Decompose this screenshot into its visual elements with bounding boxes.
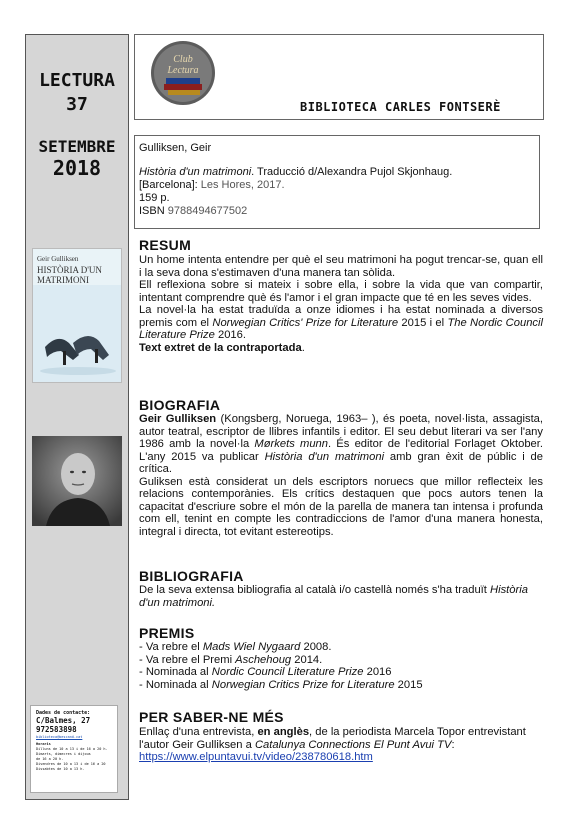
record-translation: . Traducció d/Alexandra Pujol Skjonhaug. bbox=[251, 166, 453, 178]
resum-source-bold: Text extret de la contraportada bbox=[139, 341, 302, 354]
premis-prize: Norwegian Critics Prize for Literature bbox=[211, 678, 395, 691]
premis-suffix: 2016 bbox=[363, 666, 392, 678]
record-isbn-line bbox=[139, 205, 535, 218]
premis-prize: Mads Wiel Nygaard bbox=[202, 641, 301, 653]
hours-line: Divendres de 10 a 13 i de 16 a 20 bbox=[36, 762, 106, 766]
premis-item bbox=[139, 641, 543, 654]
resum-p3-text-a: La novel·la ha estat traduïda a onze idiomes i ha estat nominada a diversos premis com el bbox=[139, 304, 543, 329]
book-cover-image bbox=[32, 248, 122, 383]
premis-item bbox=[139, 679, 543, 692]
year-label: 2018 bbox=[52, 156, 102, 180]
bio-text-a: (Kongsberg, Noruega, 1963– ), és poeta, novel·lista, assagista, autor teatral, escriptor de llibres infantils i editor. El seu debut literari va ser l'any 1986 amb la novel·la bbox=[139, 413, 544, 450]
bio-text-c: amb gran èxit de públic i de crítica. bbox=[139, 450, 543, 475]
biografia-paragraph-2: Guliksen està considerat un dels escriptors noruecs que millor reflecteix les relacions contemporànies. Els crítics destaquen que pocs autors tenen la capacitat d'escriure sobre el món de la parella de manera tan intensa i profunda com ell, tenint en compte les contradiccions de l'amor d'una manera honesta, integral i directa, tot evitant estereotips. bbox=[139, 475, 543, 538]
logo-text-1: Club bbox=[173, 54, 193, 65]
premis-prefix: - Nominada al bbox=[139, 678, 212, 691]
premis-suffix: 2015 bbox=[394, 678, 423, 691]
contact-address: C/Balmes, 27 bbox=[36, 716, 91, 725]
resum-paragraph-3 bbox=[139, 304, 543, 342]
cover-title-line1: HISTÒRIA D'UN bbox=[37, 265, 102, 275]
bibliografia-body bbox=[139, 584, 543, 609]
hours-line: Dilluns de 10 a 13 i de 16 a 20 h. bbox=[36, 747, 108, 751]
mes-body bbox=[139, 726, 543, 764]
bio-text-b: . És editor de l'editorial Forlaget Oktober. L'any 2015 va publicar bbox=[139, 438, 543, 463]
record-publisher-line bbox=[139, 179, 535, 192]
biografia-body bbox=[139, 413, 543, 538]
bibliografia-heading: BIBLIOGRAFIA bbox=[139, 568, 244, 584]
premis-suffix: 2008. bbox=[300, 641, 332, 653]
resum-p3-text-b: 2015 i el bbox=[398, 316, 448, 329]
contact-card bbox=[30, 705, 118, 793]
record-isbn-label: ISBN bbox=[139, 205, 168, 217]
contact-email-link[interactable]: biblioteca@bescanó.cat bbox=[36, 735, 83, 739]
club-lectura-logo bbox=[150, 40, 216, 106]
premis-prefix: - Nominada al bbox=[139, 666, 212, 678]
record-pages: 159 p. bbox=[139, 192, 170, 204]
resum-paragraph-2: Ell reflexiona sobre si mateix i sobre ella, i sobre la vida que van compartir, intentant comprendre què és l'amor i el gran impacte que té en les seves vides. bbox=[139, 279, 543, 304]
resum-p3-prize-2: The Nordic Council Literature Prize bbox=[139, 316, 543, 341]
resum-heading: RESUM bbox=[139, 237, 192, 253]
lectura-label: LECTURA bbox=[39, 70, 115, 91]
biografia-paragraph-1 bbox=[139, 413, 543, 476]
record-title: Història d'un matrimoni bbox=[139, 166, 252, 178]
hours-line: de 16 a 20 h. bbox=[36, 757, 64, 761]
interview-link[interactable]: https://www.elpuntavui.tv/video/238780618.htm bbox=[139, 751, 373, 763]
premis-item bbox=[139, 654, 543, 667]
resum-p3-text-c: 2016. bbox=[214, 329, 246, 341]
contact-phone: 972583898 bbox=[36, 725, 77, 734]
resum-source-end: . bbox=[301, 341, 305, 354]
author-photo bbox=[32, 436, 122, 526]
resum-paragraph-1: Un home intenta entendre per què el seu matrimoni ha pogut trencar-se, quan ell i la seva dona s'estimaven d'una manera tan sòlida. bbox=[139, 254, 543, 279]
lectura-number: 37 bbox=[66, 94, 88, 115]
premis-prefix: - Va rebre el bbox=[139, 641, 203, 653]
shoes-illustration bbox=[33, 285, 122, 383]
month-label: SETEMBRE bbox=[38, 137, 116, 156]
resum-source bbox=[139, 342, 543, 355]
record-author: Gulliksen, Geir bbox=[139, 142, 212, 154]
mes-channel: Catalunya Connections El Punt Avui TV bbox=[254, 738, 452, 751]
logo-text-2: Lectura bbox=[167, 65, 199, 76]
record-title-line bbox=[139, 166, 535, 179]
cover-author: Geir Gulliksen bbox=[37, 255, 79, 263]
hours-line: Dissabtes de 10 a 13 h. bbox=[36, 767, 85, 771]
bibliografia-title: Història d'un matrimoni. bbox=[139, 584, 528, 609]
mes-text-b: , de la periodista Marcela Topor entrevistant l'autor Geir Gulliksen a bbox=[139, 726, 526, 751]
mes-text-c: : bbox=[451, 738, 455, 751]
mes-bold: en anglès bbox=[257, 726, 310, 738]
cover-title-line2: MATRIMONI bbox=[37, 275, 90, 285]
hours-line: Dimarts, dimecres i dijous bbox=[36, 752, 91, 756]
library-name: BIBLIOTECA CARLES FONTSERÈ bbox=[300, 100, 501, 114]
mes-text-a: Enllaç d'una entrevista, bbox=[139, 726, 258, 738]
bibliographic-record bbox=[134, 135, 540, 229]
premis-item bbox=[139, 666, 543, 679]
premis-prize: Nordic Council Literature Prize bbox=[211, 666, 364, 678]
mes-heading: PER SABER-NE MÉS bbox=[139, 709, 284, 725]
hours-label: Horaris bbox=[36, 742, 51, 746]
premis-prize: Aschehoug bbox=[235, 653, 292, 666]
cover-title bbox=[33, 263, 121, 285]
premis-prefix: - Va rebre el Premi bbox=[139, 653, 236, 666]
resum-body bbox=[139, 254, 543, 354]
author-name: Geir Gulliksen bbox=[139, 413, 217, 425]
biografia-heading: BIOGRAFIA bbox=[139, 397, 221, 413]
premis-heading: PREMIS bbox=[139, 625, 195, 641]
resum-p3-prize-1: Norwegian Critics' Prize for Literature bbox=[212, 316, 399, 329]
premis-list bbox=[139, 641, 543, 691]
bio-book-2: Història d'un matrimoni bbox=[264, 450, 385, 463]
record-place: [Barcelona]: bbox=[139, 179, 201, 191]
premis-suffix: 2014. bbox=[291, 653, 323, 666]
record-isbn: 9788494677502 bbox=[167, 205, 248, 217]
bibliografia-text: De la seva extensa bibliografia al català i/o castellà només s'ha traduït bbox=[139, 584, 491, 596]
bio-book-1: Mørkets munn bbox=[254, 438, 328, 450]
contact-heading: Dades de contacte: bbox=[36, 710, 91, 716]
record-publisher: Les Hores, 2017. bbox=[200, 179, 285, 191]
